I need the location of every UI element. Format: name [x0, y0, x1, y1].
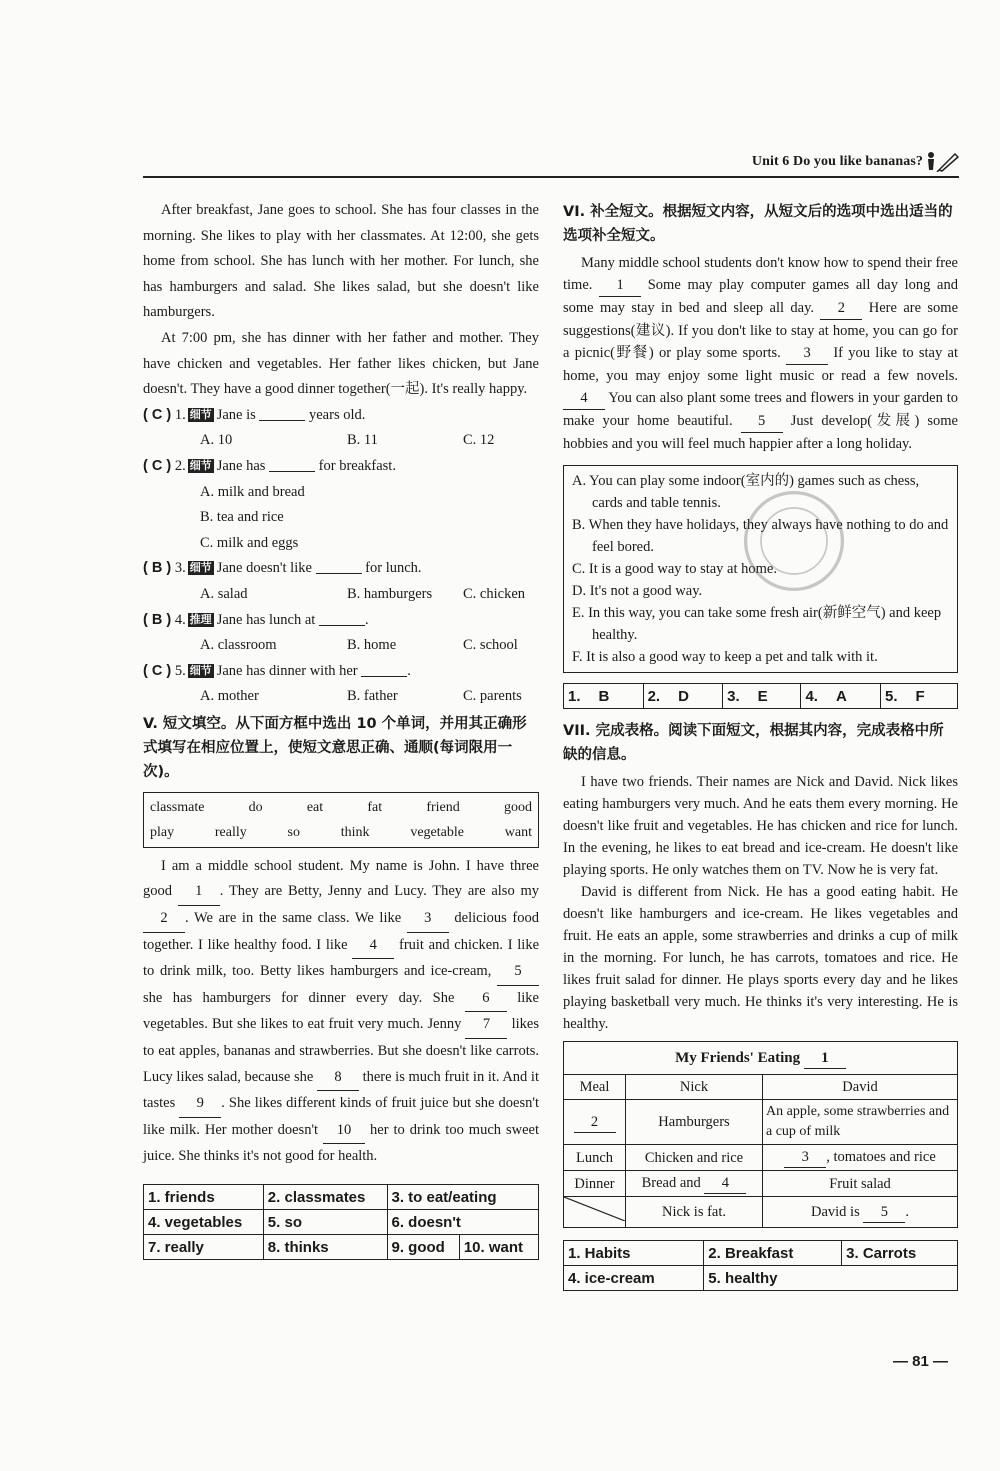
table-cell: Meal: [564, 1075, 626, 1100]
options-box: [563, 465, 958, 673]
left-column: [143, 198, 539, 1260]
word-option: do: [248, 799, 263, 815]
table-cell: [626, 1171, 763, 1197]
fill-blank: 5: [497, 959, 539, 986]
answer-cell: 5. so: [263, 1210, 387, 1235]
answer-value: D: [678, 687, 689, 705]
word-option: really: [214, 824, 247, 840]
options-row: [143, 684, 539, 710]
passage-paragraph: At 7:00 pm, she has dinner with her father and mother. They have chicken and vegetables. Her father likes chicken, but Jane doesn't. They have a good dinner together(一起). It's really happy.: [143, 329, 539, 398]
answer-row: [144, 1210, 539, 1235]
question-2: [143, 454, 539, 480]
diagonal-line: [564, 1197, 625, 1221]
question-tag: 细节: [189, 664, 212, 677]
question-5: [143, 659, 539, 685]
table-row: [564, 1197, 958, 1228]
option-c: C. milk and eggs: [200, 534, 299, 551]
answer-cell: 9. good: [387, 1235, 459, 1260]
word-option: want: [504, 824, 532, 840]
fill-blank: 2: [143, 906, 185, 933]
option-c: C. 12: [463, 432, 495, 449]
option-b: B. father: [347, 688, 398, 705]
word-option: good: [503, 799, 532, 815]
word-option: think: [340, 824, 370, 840]
option-c: C. school: [463, 637, 518, 654]
answer-row: [144, 1185, 539, 1210]
cell-text: Bread and: [641, 1175, 701, 1191]
question-number: 3.: [174, 560, 186, 577]
option-item: E. In this way, you can take some fresh air(新鲜空气) and keep healthy.: [572, 605, 942, 643]
option-c: C. chicken: [463, 585, 526, 602]
answer-cell: 10. want: [459, 1235, 538, 1260]
option-item: A. You can play some indoor(室内的) games such as chess, cards and table tennis.: [572, 473, 920, 511]
word-option: classmate: [150, 799, 205, 815]
table-cell: [763, 1145, 958, 1171]
option-a: A. salad: [200, 585, 248, 602]
fill-blank: 7: [465, 1012, 507, 1039]
word-option: friend: [426, 799, 460, 815]
page-number: — 81 —: [893, 1353, 949, 1370]
question-tag: 细节: [189, 408, 212, 421]
table-cell: Dinner: [564, 1171, 626, 1197]
fill-blank: 9: [179, 1091, 221, 1118]
answer-cell: [564, 684, 644, 709]
passage-paragraph: David is different from Nick. He has a good eating habit. He doesn't like hamburgers and ice-cream. He likes vegetables and fruit. He eats an apple, some strawberries and drinks a cup of milk in the morning. For lunch, he has carrots, tomatoes and rice. He likes fruit salad for dinner. He plays sports every day and he likes playing basketball very much. He thinks it's very interesting. He is healthy.: [563, 884, 958, 1032]
answer-cell: 3. Carrots: [842, 1241, 958, 1266]
option-item: D. It's not a good way.: [572, 583, 703, 599]
answer-cell: 2. Breakfast: [704, 1241, 842, 1266]
option-a: A. mother: [200, 688, 259, 705]
fill-blank: 2: [574, 1112, 616, 1133]
question-stem: Jane has: [216, 457, 266, 474]
table-cell: Lunch: [564, 1145, 626, 1171]
answer-cell: 2. classmates: [263, 1185, 387, 1210]
table-cell: An apple, some strawberries and a cup of milk: [763, 1100, 958, 1145]
options-row: [143, 633, 539, 659]
answer-cell: 5. healthy: [704, 1266, 958, 1291]
table-cell: Nick: [626, 1075, 763, 1100]
answer-row: [564, 1241, 958, 1266]
fill-blank: 5: [741, 410, 783, 433]
fill-blank: 3: [786, 342, 828, 365]
pen-reader-icon: [925, 150, 959, 172]
cloze-passage: I am a middle school student. My name is John. I have three good 1 . They are Betty, Jenny and Lucy. They are also my 2 . We are in the same class. We like 3 delicious food together. I like healthy food. I like 4 fruit and chicken. I like to drink milk, too. Betty likes hamburgers and ice-cream, 5 she has hamburgers for dinner every day. She 6 like vegetables. But she likes to eat fruit very much. Jenny 7 likes to eat apples, bananas and strawberries. But she doesn't like carrots. Lucy likes salad, because she 8 there is much fruit in it. And it tastes 9 . She likes different kinds of fruit juice but she doesn't like milk. Her mother doesn't 10 her to drink too much sweet juice. She thinks it's not good for health.: [143, 857, 540, 1165]
answer-row: [144, 1235, 539, 1260]
table-cell: Nick is fat.: [626, 1197, 763, 1228]
option-b: B. hamburgers: [347, 585, 433, 602]
gap-passage: Many middle school students don't know how to spend their free time. 1 Some may play computer games all day long and some may stay in bed and sleep all day. 2 Here are some suggestions(建议). If you don't like to stay at home, you can go for a picnic(野餐) or play some sports. 3 If you like to stay at home, you may enjoy some light music or read a few novels. 4 You can also plant some trees and flowers in your garden to make your home beautiful. 5 Just develop(发展) some hobbies and you will feel much happier after a long holiday.: [563, 255, 959, 452]
question-tag: 细节: [189, 459, 212, 472]
fill-blank: 1: [178, 879, 220, 906]
table-cell: [564, 1100, 626, 1145]
word-option: eat: [306, 799, 324, 815]
answer-cell: 3. to eat/eating: [387, 1185, 539, 1210]
fill-blank: 4: [563, 387, 605, 410]
question-1: [143, 403, 539, 429]
question-stem: Jane has dinner with her: [216, 662, 358, 679]
answer-cell: [643, 684, 723, 709]
answer-value: F: [915, 687, 925, 705]
answer-table: [563, 1240, 958, 1291]
word-option: play: [150, 824, 175, 840]
option-item: F. It is also a good way to keep a pet and talk with it.: [572, 649, 878, 665]
section-6-title: VI. 补全短文。根据短文内容，从短文后的选项中选出适当的选项补全短文。: [563, 204, 953, 244]
fill-blank: 5: [863, 1202, 905, 1223]
answer-blank: [361, 662, 407, 677]
cell-text: .: [905, 1203, 909, 1220]
table-row: [564, 1100, 958, 1145]
fill-blank: 6: [465, 986, 507, 1013]
table-cell: Hamburgers: [626, 1100, 763, 1145]
passage-paragraph: After breakfast, Jane goes to school. She has four classes in the morning. She likes to play with her classmates. At 12:00, she gets home from school. She has lunch with her mother. For lunch, she has hamburgers and salad. She likes salad, but she doesn't like hamburgers.: [143, 202, 539, 321]
fill-blank: 1: [804, 1048, 846, 1069]
fill-blank: 10: [323, 1118, 365, 1145]
answer-cell: 1. Habits: [564, 1241, 704, 1266]
options-row: [143, 428, 539, 454]
option-c: C. parents: [463, 688, 522, 705]
word-row: [150, 820, 532, 845]
answer-value: E: [757, 687, 768, 705]
question-number: 5.: [174, 662, 186, 679]
table-cell: Chicken and rice: [626, 1145, 763, 1171]
option-item: B. When they have holidays, they always have nothing to do and feel bored.: [572, 517, 949, 555]
question-number: 4.: [174, 611, 186, 628]
question-stem-end: .: [364, 611, 369, 628]
option-b: B. home: [347, 637, 397, 654]
fill-blank: 3: [407, 906, 449, 933]
unit-title: Unit 6 Do you like bananas?: [751, 154, 923, 169]
friends-eating-table: [563, 1041, 958, 1228]
question-stem: Jane doesn't like: [216, 560, 312, 577]
option-a: A. milk and bread: [200, 483, 305, 500]
answer-value: A: [835, 687, 847, 705]
word-option: so: [287, 824, 300, 840]
option-b: B. 11: [347, 432, 378, 449]
question-3: [143, 556, 539, 582]
diagonal-cell: [564, 1197, 626, 1228]
question-stem-end: years old.: [309, 406, 366, 423]
table-row: [564, 1171, 958, 1197]
answer-mark: ( C ): [143, 457, 172, 474]
cell-text: David is: [811, 1203, 860, 1220]
answer-number: 1.: [568, 687, 581, 705]
question-4: [143, 608, 539, 634]
fill-blank: 8: [317, 1065, 359, 1092]
answer-mark: ( B ): [143, 611, 172, 628]
passage-paragraph: I have two friends. Their names are Nick and David. Nick likes eating hamburgers very much. And he eats them every morning. He doesn't like fruit and vegetables. He has chicken and rice for lunch. In the evening, he likes to eat bread and ice-cream. He doesn't like playing sports. He only watches them on TV. Now he is very fat.: [563, 774, 958, 878]
fill-blank: 2: [820, 297, 862, 320]
cell-text: , tomatoes and rice: [826, 1149, 936, 1165]
answer-cell: 6. doesn't: [387, 1210, 539, 1235]
answer-cell: 4. ice-cream: [564, 1266, 704, 1291]
answer-mark: ( C ): [143, 662, 172, 679]
question-stem-end: for breakfast.: [318, 457, 396, 474]
answer-cell: [881, 684, 958, 709]
question-tag: 细节: [189, 562, 212, 575]
word-row: [150, 795, 532, 820]
section-7-title: VII. 完成表格。阅读下面短文，根据其内容，完成表格中所缺的信息。: [563, 723, 944, 763]
table-row: [564, 1075, 958, 1100]
page-header: [143, 148, 959, 178]
answer-row: [564, 1266, 958, 1291]
answer-cell: [801, 684, 881, 709]
answer-value: B: [598, 687, 610, 705]
answer-number: 4.: [805, 687, 818, 705]
table-caption: [564, 1042, 958, 1075]
answer-table: [143, 1184, 539, 1260]
word-option: vegetable: [410, 824, 464, 840]
answer-cell: [723, 684, 801, 709]
answer-cell: 4. vegetables: [144, 1210, 264, 1235]
caption-text: My Friends' Eating: [675, 1049, 801, 1066]
fill-blank: 1: [599, 274, 641, 297]
fill-blank: 4: [352, 933, 394, 960]
option-b: B. tea and rice: [200, 509, 284, 526]
question-number: 2.: [174, 457, 186, 474]
option-a: A. 10: [200, 432, 233, 449]
answer-number: 5.: [885, 687, 898, 705]
answer-cell: 1. friends: [144, 1185, 264, 1210]
question-number: 1.: [174, 406, 186, 423]
answer-number: 2.: [647, 687, 661, 705]
options-row: [143, 582, 539, 608]
fill-blank: 4: [704, 1173, 746, 1194]
option-item: C. It is a good way to stay at home.: [572, 561, 777, 577]
table-row: [564, 1145, 958, 1171]
answer-cell: 7. really: [144, 1235, 264, 1260]
answer-number: 3.: [727, 687, 740, 705]
watermark-seal: [739, 486, 849, 596]
section-5-title: V. 短文填空。从下面方框中选出 10 个单词，并用其正确形式填写在相应位置上，使短文意思正确、通顺(每词限用一次)。: [143, 715, 527, 780]
word-box: [143, 792, 539, 848]
word-option: fat: [367, 799, 383, 815]
answer-blank: [316, 559, 362, 574]
question-tag: 推理: [189, 613, 212, 626]
answer-blank: [259, 406, 305, 421]
question-stem: Jane is: [216, 406, 256, 423]
question-stem: Jane has lunch at: [216, 611, 316, 628]
table-cell: [763, 1197, 958, 1228]
table-cell: David: [763, 1075, 958, 1100]
answer-cell: 8. thinks: [263, 1235, 387, 1260]
answer-blank: [269, 457, 315, 472]
answer-blank: [319, 611, 365, 626]
right-column: [563, 198, 958, 1291]
answer-mark: ( B ): [143, 560, 172, 577]
option-a: A. classroom: [200, 637, 277, 654]
answer-table: [563, 683, 958, 709]
question-stem-end: .: [407, 662, 411, 679]
header-rule: [143, 176, 959, 178]
fill-blank: 3: [784, 1147, 826, 1168]
table-cell: Fruit salad: [763, 1171, 958, 1197]
question-stem-end: for lunch.: [365, 560, 422, 577]
answer-mark: ( C ): [143, 406, 172, 423]
